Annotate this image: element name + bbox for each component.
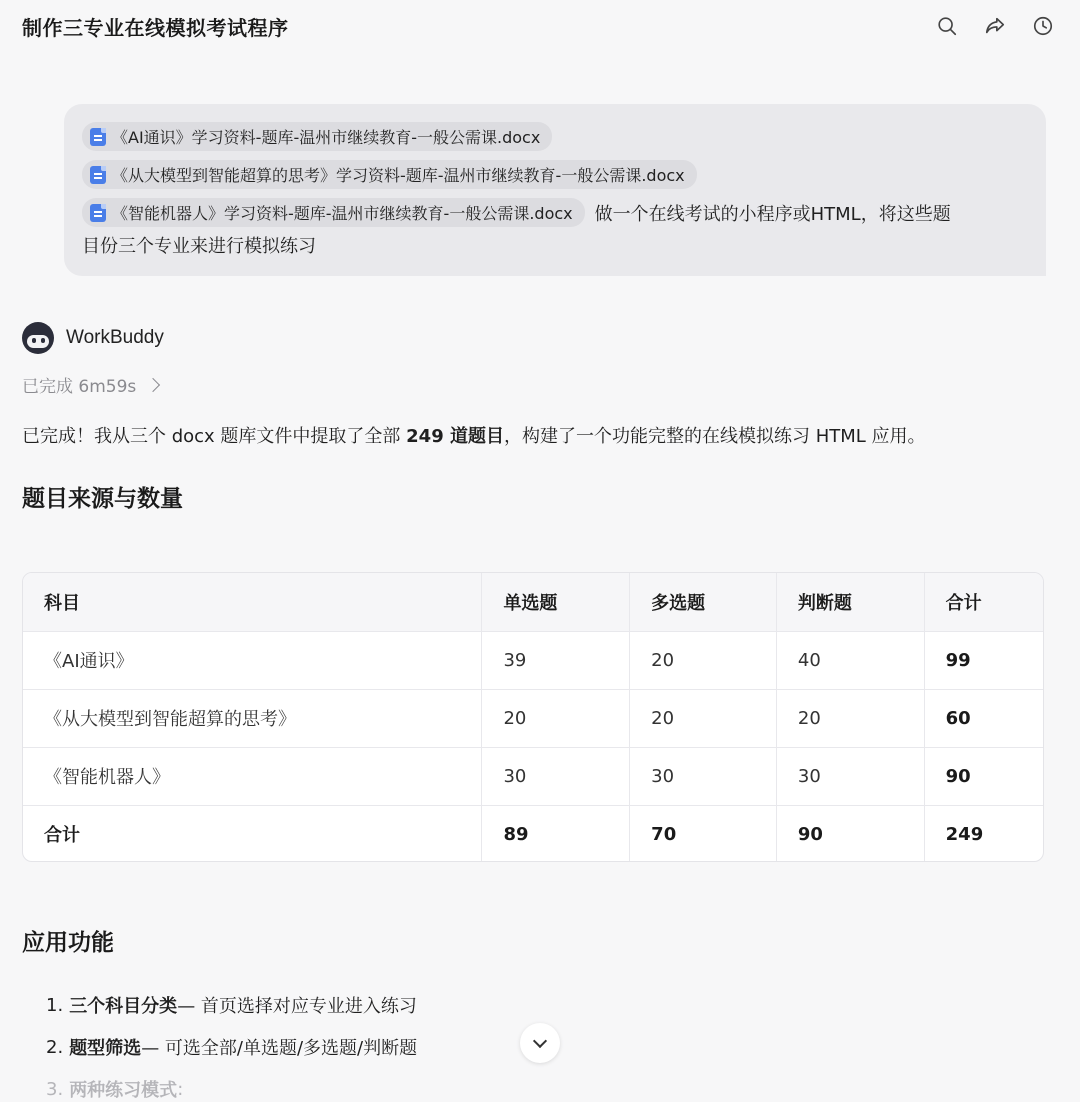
intro-highlight: 249 道题目 — [406, 426, 504, 447]
attachment-line-2 — [82, 160, 1028, 189]
chevron-down-icon — [533, 1033, 547, 1047]
table-cell: 20 — [776, 689, 924, 747]
docx-file-icon — [90, 204, 106, 222]
top-bar — [0, 0, 1080, 52]
assistant-header — [22, 322, 164, 354]
attachment-filename: 《智能机器人》学习资料-题库-温州市继续教育-一般公需课.docx — [112, 204, 573, 223]
user-message-text: 做一个在线考试的小程序或HTML，将这些题 — [594, 203, 951, 225]
list-item — [46, 1026, 417, 1068]
table-cell: 40 — [776, 631, 924, 689]
docx-file-icon — [90, 128, 106, 146]
page-title: 制作三专业在线模拟考试程序 — [22, 15, 289, 40]
question-count-table — [22, 572, 1044, 862]
table-cell-total: 99 — [924, 631, 1043, 689]
table-header-row — [23, 573, 1043, 631]
list-number: 2. — [46, 1036, 64, 1058]
history-icon[interactable] — [1028, 11, 1058, 41]
table-cell: 39 — [482, 631, 630, 689]
attachment-line-3 — [82, 198, 1028, 227]
feature-list — [46, 984, 417, 1102]
table-header-cell: 单选题 — [482, 573, 630, 631]
table-cell: 30 — [482, 747, 630, 805]
chevron-right-icon — [146, 377, 160, 391]
feature-description: — 首页选择对应专业进入练习 — [177, 996, 417, 1017]
table-header-cell: 多选题 — [630, 573, 777, 631]
list-item — [46, 1068, 417, 1102]
table-cell: 90 — [776, 805, 924, 862]
attachment-chip[interactable] — [82, 122, 552, 151]
table-row — [23, 689, 1043, 747]
feature-description: — 可选全部/单选题/多选题/判断题 — [141, 1038, 418, 1059]
table-cell-total: 60 — [924, 689, 1043, 747]
assistant-name: WorkBuddy — [66, 327, 164, 348]
attachment-line-1 — [82, 122, 1028, 151]
table-cell: 30 — [630, 747, 777, 805]
table-cell: 《从大模型到智能超算的思考》 — [23, 689, 482, 747]
intro-text: ，构建了一个功能完整的在线模拟练习 HTML 应用。 — [504, 426, 926, 447]
table-cell: 20 — [630, 689, 777, 747]
completion-status-text: 已完成 6m59s — [22, 377, 137, 397]
assistant-intro — [22, 422, 926, 448]
feature-title: 题型筛选 — [69, 1038, 142, 1059]
table-cell-total: 90 — [924, 747, 1043, 805]
table-cell: 70 — [630, 805, 777, 862]
feature-title: 两种练习模式 — [69, 1080, 178, 1101]
table-cell: 89 — [482, 805, 630, 862]
table-cell: 《智能机器人》 — [23, 747, 482, 805]
completion-status[interactable] — [22, 372, 158, 397]
table-header-cell: 判断题 — [776, 573, 924, 631]
attachment-chip[interactable] — [82, 198, 585, 227]
table-header-cell: 合计 — [924, 573, 1043, 631]
assistant-avatar — [22, 322, 54, 354]
feature-title: 三个科目分类 — [69, 996, 178, 1017]
header-actions — [932, 11, 1058, 41]
list-item — [46, 984, 417, 1026]
table-cell: 20 — [482, 689, 630, 747]
table-cell-total: 249 — [945, 823, 984, 845]
table-row — [23, 631, 1043, 689]
user-message-bubble — [64, 104, 1046, 276]
attachment-chip[interactable] — [82, 160, 697, 189]
table-cell: 合计 — [23, 805, 482, 862]
search-icon[interactable] — [932, 11, 962, 41]
docx-file-icon — [90, 166, 106, 184]
table-total-row — [23, 805, 1043, 862]
table-cell: 20 — [630, 631, 777, 689]
attachment-filename: 《从大模型到智能超算的思考》学习资料-题库-温州市继续教育-一般公需课.docx — [112, 166, 685, 185]
attachment-filename: 《AI通识》学习资料-题库-温州市继续教育-一般公需课.docx — [112, 128, 541, 147]
table-row — [23, 747, 1043, 805]
list-number: 1. — [46, 994, 64, 1016]
feature-description: : — [177, 1078, 184, 1100]
share-icon[interactable] — [980, 11, 1010, 41]
table-header-cell: 科目 — [23, 573, 482, 631]
table-cell: 《AI通识》 — [23, 631, 482, 689]
scroll-down-button[interactable] — [520, 1023, 560, 1063]
list-number: 3. — [46, 1078, 64, 1100]
section-heading-features: 应用功能 — [22, 930, 114, 956]
intro-text: 已完成！我从三个 docx 题库文件中提取了全部 — [22, 426, 407, 447]
user-message-text-continued: 目份三个专业来进行模拟练习 — [82, 236, 316, 257]
section-heading-sources: 题目来源与数量 — [22, 486, 183, 512]
table-cell: 30 — [776, 747, 924, 805]
